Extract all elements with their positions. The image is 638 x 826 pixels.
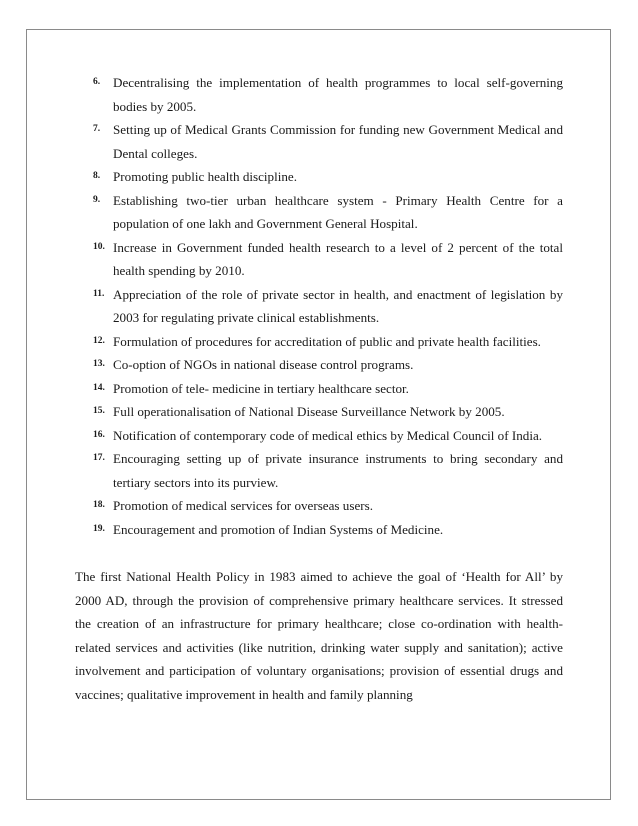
list-item — [75, 118, 563, 165]
list-item-text: Promoting public health discipline. — [113, 169, 298, 184]
list-item-number: 17. — [93, 453, 105, 463]
list-item-number: 13. — [93, 359, 105, 369]
list-item-number: 15. — [93, 406, 105, 416]
list-item — [75, 424, 563, 448]
list-item — [75, 330, 563, 354]
list-item-number: 6. — [93, 77, 101, 87]
list-item — [75, 518, 563, 542]
list-item-number: 12. — [93, 335, 105, 346]
list-item-number: 8. — [93, 171, 101, 181]
list-item — [75, 377, 563, 401]
list-item-number: 9. — [93, 194, 101, 205]
list-item-text: Promotion of medical services for overseas users. — [113, 498, 373, 513]
list-item-text: Notification of contemporary code of medical ethics by Medical Council of India. — [113, 427, 543, 443]
list-item-number: 10. — [93, 241, 105, 252]
list-item-text: Formulation of procedures for accreditation of public and private health facilities. — [113, 333, 541, 349]
list-item-number: 18. — [93, 500, 105, 510]
list-item — [75, 189, 563, 236]
list-item-text: Full operationalisation of National Disease Surveillance Network by 2005. — [113, 404, 505, 419]
list-item — [75, 447, 563, 494]
list-item-text: Promotion of tele- medicine in tertiary healthcare sector. — [113, 380, 409, 396]
list-item-text: Increase in Government funded health research to a level of 2 percent of the total health spending by 2010. — [113, 239, 563, 278]
list-item-number: 14. — [93, 382, 105, 393]
list-item — [75, 494, 563, 518]
list-item-text: Establishing two-tier urban healthcare system - Primary Health Centre for a population of one lakh and Government General Hospital. — [113, 192, 563, 231]
list-item-number: 16. — [93, 429, 105, 440]
body-paragraph: The first National Health Policy in 1983 aimed to achieve the goal of ‘Health for All’ by 2000 AD, through the provision of comprehensive primary healthcare services. It stressed the creation of an infrastructure for primary healthcare; close co-ordination with health-related services and activities (like nutrition, drinking water supply and sanitation); active involvement and participation of voluntary organisations; provision of essential drugs and vaccines; qualitative improvement in health and family planning — [75, 569, 563, 702]
list-item-text: Appreciation of the role of private sector in health, and enactment of legislation by 2003 for regulating private clinical establishments. — [113, 286, 563, 325]
list-item-text: Setting up of Medical Grants Commission for funding new Government Medical and Dental colleges. — [113, 122, 563, 161]
list-item — [75, 71, 563, 118]
list-item-text: Encouraging setting up of private insurance instruments to bring secondary and tertiary sectors into its purview. — [113, 451, 563, 490]
policy-list — [75, 71, 563, 541]
list-item-text: Decentralising the implementation of health programmes to local self-governing bodies by 2005. — [113, 75, 563, 114]
list-item — [75, 165, 563, 189]
list-item — [75, 236, 563, 283]
list-item-number: 11. — [93, 288, 105, 299]
list-item — [75, 353, 563, 377]
list-item-number: 19. — [93, 523, 105, 534]
list-item-text: Co-option of NGOs in national disease control programs. — [113, 357, 414, 372]
list-item — [75, 283, 563, 330]
list-item-text: Encouragement and promotion of Indian Systems of Medicine. — [113, 521, 444, 537]
document-body — [75, 71, 563, 706]
list-item — [75, 400, 563, 424]
list-item-number: 7. — [93, 124, 101, 134]
